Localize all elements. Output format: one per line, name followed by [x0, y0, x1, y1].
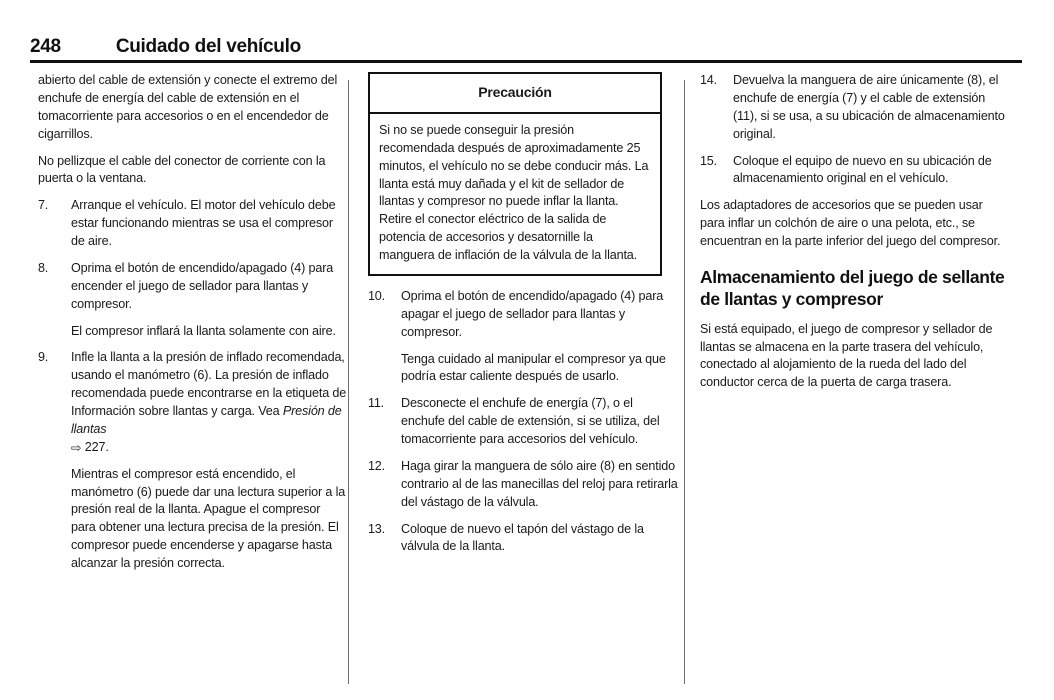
list-item-text: Arranque el vehículo. El motor del vehículo debe estar funcionando mientras se usa el compresor de aire.	[71, 198, 336, 248]
list-item-15	[700, 153, 1010, 189]
list-item-10	[368, 288, 678, 386]
list-item-number: 9.	[38, 350, 49, 365]
page-header	[30, 26, 1022, 56]
list-item-subtext: Tenga cuidado al manipular el compresor ya que podría estar caliente después de usarlo.	[401, 351, 666, 384]
list-item-9	[38, 349, 348, 573]
header-rule	[30, 60, 1022, 63]
list-item-text: Haga girar la manguera de sólo aire (8) en sentido contrario al de las manecillas del reloj para retirarla del vástago de la válvula.	[401, 458, 678, 509]
column-3	[700, 72, 1010, 692]
page-title: Cuidado del vehículo	[115, 36, 301, 57]
list-item-text: Coloque el equipo de nuevo en su ubicación de almacenamiento original en el vehículo.	[733, 153, 992, 186]
numbered-list-column-1	[38, 197, 348, 573]
list-item-text: Coloque de nuevo el tapón del vástago de la válvula de la llanta.	[401, 521, 644, 554]
list-item-text: Oprima el botón de encendido/apagado (4) para encender el juego de sellador para llantas y compresor.	[71, 260, 334, 311]
paragraph-continuation: abierto del cable de extensión y conecte el extremo del enchufe de energía del cable de extensión en el tomacorriente para accesorios o en el encendedor de cigarrillos.	[38, 73, 338, 141]
list-item-text-part1: Infle la llanta a la presión de inflado recomendada, usando el manómetro (6). La presión de inflado recomendada puede encontrarse en la etiqueta de Información sobre llantas y carga. Vea	[71, 350, 347, 418]
list-item-text: Desconecte el enchufe de energía (7), o el enchufe del cable de extensión, si se utiliza, del tomacorriente para accesorios del vehículo.	[401, 396, 660, 446]
caution-box-body	[370, 114, 660, 274]
list-item-text: Oprima el botón de encendido/apagado (4) para apagar el juego de sellador para llantas y compresor.	[401, 288, 664, 339]
list-item-text	[71, 349, 348, 456]
list-item-number: 10.	[368, 288, 385, 303]
list-item-text: Devuelva la manguera de aire únicamente (8), el enchufe de energía (7) y el cable de extensión (11), si se usa, a su ubicación de almacenamiento original.	[733, 73, 1005, 141]
list-item-number: 14.	[700, 73, 717, 87]
column-divider-2	[684, 80, 685, 684]
reference-arrow-icon: ⇨	[71, 440, 82, 455]
column-2	[368, 72, 678, 692]
list-item-12	[368, 458, 678, 512]
section-heading-almacenamiento: Almacenamiento del juego de sellante de llantas y compresor	[700, 266, 1005, 309]
list-item-13	[368, 521, 678, 557]
list-item-14	[700, 72, 1010, 144]
list-item-7	[38, 197, 348, 251]
column-divider-1	[348, 80, 349, 684]
numbered-list-column-3	[700, 72, 1010, 188]
list-item-8	[38, 260, 348, 341]
list-item-number: 11.	[368, 396, 384, 411]
list-item-subtext: Mientras el compresor está encendido, el manómetro (6) puede dar una lectura superior a la presión real de la llanta. Apague el compresor para obtener una lectura precisa de la presión. El compresor puede encenderse y apagarse hasta alcanzar la presión correcta.	[71, 466, 346, 570]
page-number: 248	[30, 36, 61, 57]
list-item-number: 13.	[368, 521, 385, 536]
paragraph-no-pellizque: No pellizque el cable del conector de corriente con la puerta o la ventana.	[38, 153, 326, 186]
caution-box-title: Precaución	[370, 74, 660, 114]
list-item-number: 12.	[368, 458, 385, 473]
numbered-list-column-2	[368, 288, 678, 556]
list-item-11	[368, 395, 678, 449]
list-item-subtext: El compresor inflará la llanta solamente con aire.	[71, 323, 336, 338]
list-item-number: 15.	[700, 153, 717, 168]
caution-box-text: Si no se puede conseguir la presión recomendada después de aproximadamente 25 minutos, el vehículo no se debe conducir más. La llanta está muy dañada y el kit de sellador de llantas y compresor no puede inflar la llanta. Retire el conector eléctrico de la salida de potencia de accesorios y desatornille la manguera de inflación de la válvula de la llanta.	[379, 122, 649, 262]
list-item-number: 7.	[38, 198, 49, 213]
caution-box	[368, 72, 662, 276]
list-item-number: 8.	[38, 260, 49, 275]
paragraph-almacenamiento: Si está equipado, el juego de compresor y sellador de llantas se almacena en la parte trasera del vehículo, conectado al alojamiento de la rueda del lado del conductor cerca de la puerta de carga trasera.	[700, 321, 993, 390]
cross-reference-title: Presión de llantas	[71, 404, 342, 436]
reference-page-number: 227.	[84, 439, 109, 454]
column-1	[38, 72, 348, 692]
paragraph-adaptadores: Los adaptadores de accesorios que se pueden usar para inflar un colchón de aire o una pelota, etc., se encuentran en la parte inferior del juego del compresor.	[700, 198, 1001, 248]
content-columns	[0, 72, 1054, 692]
